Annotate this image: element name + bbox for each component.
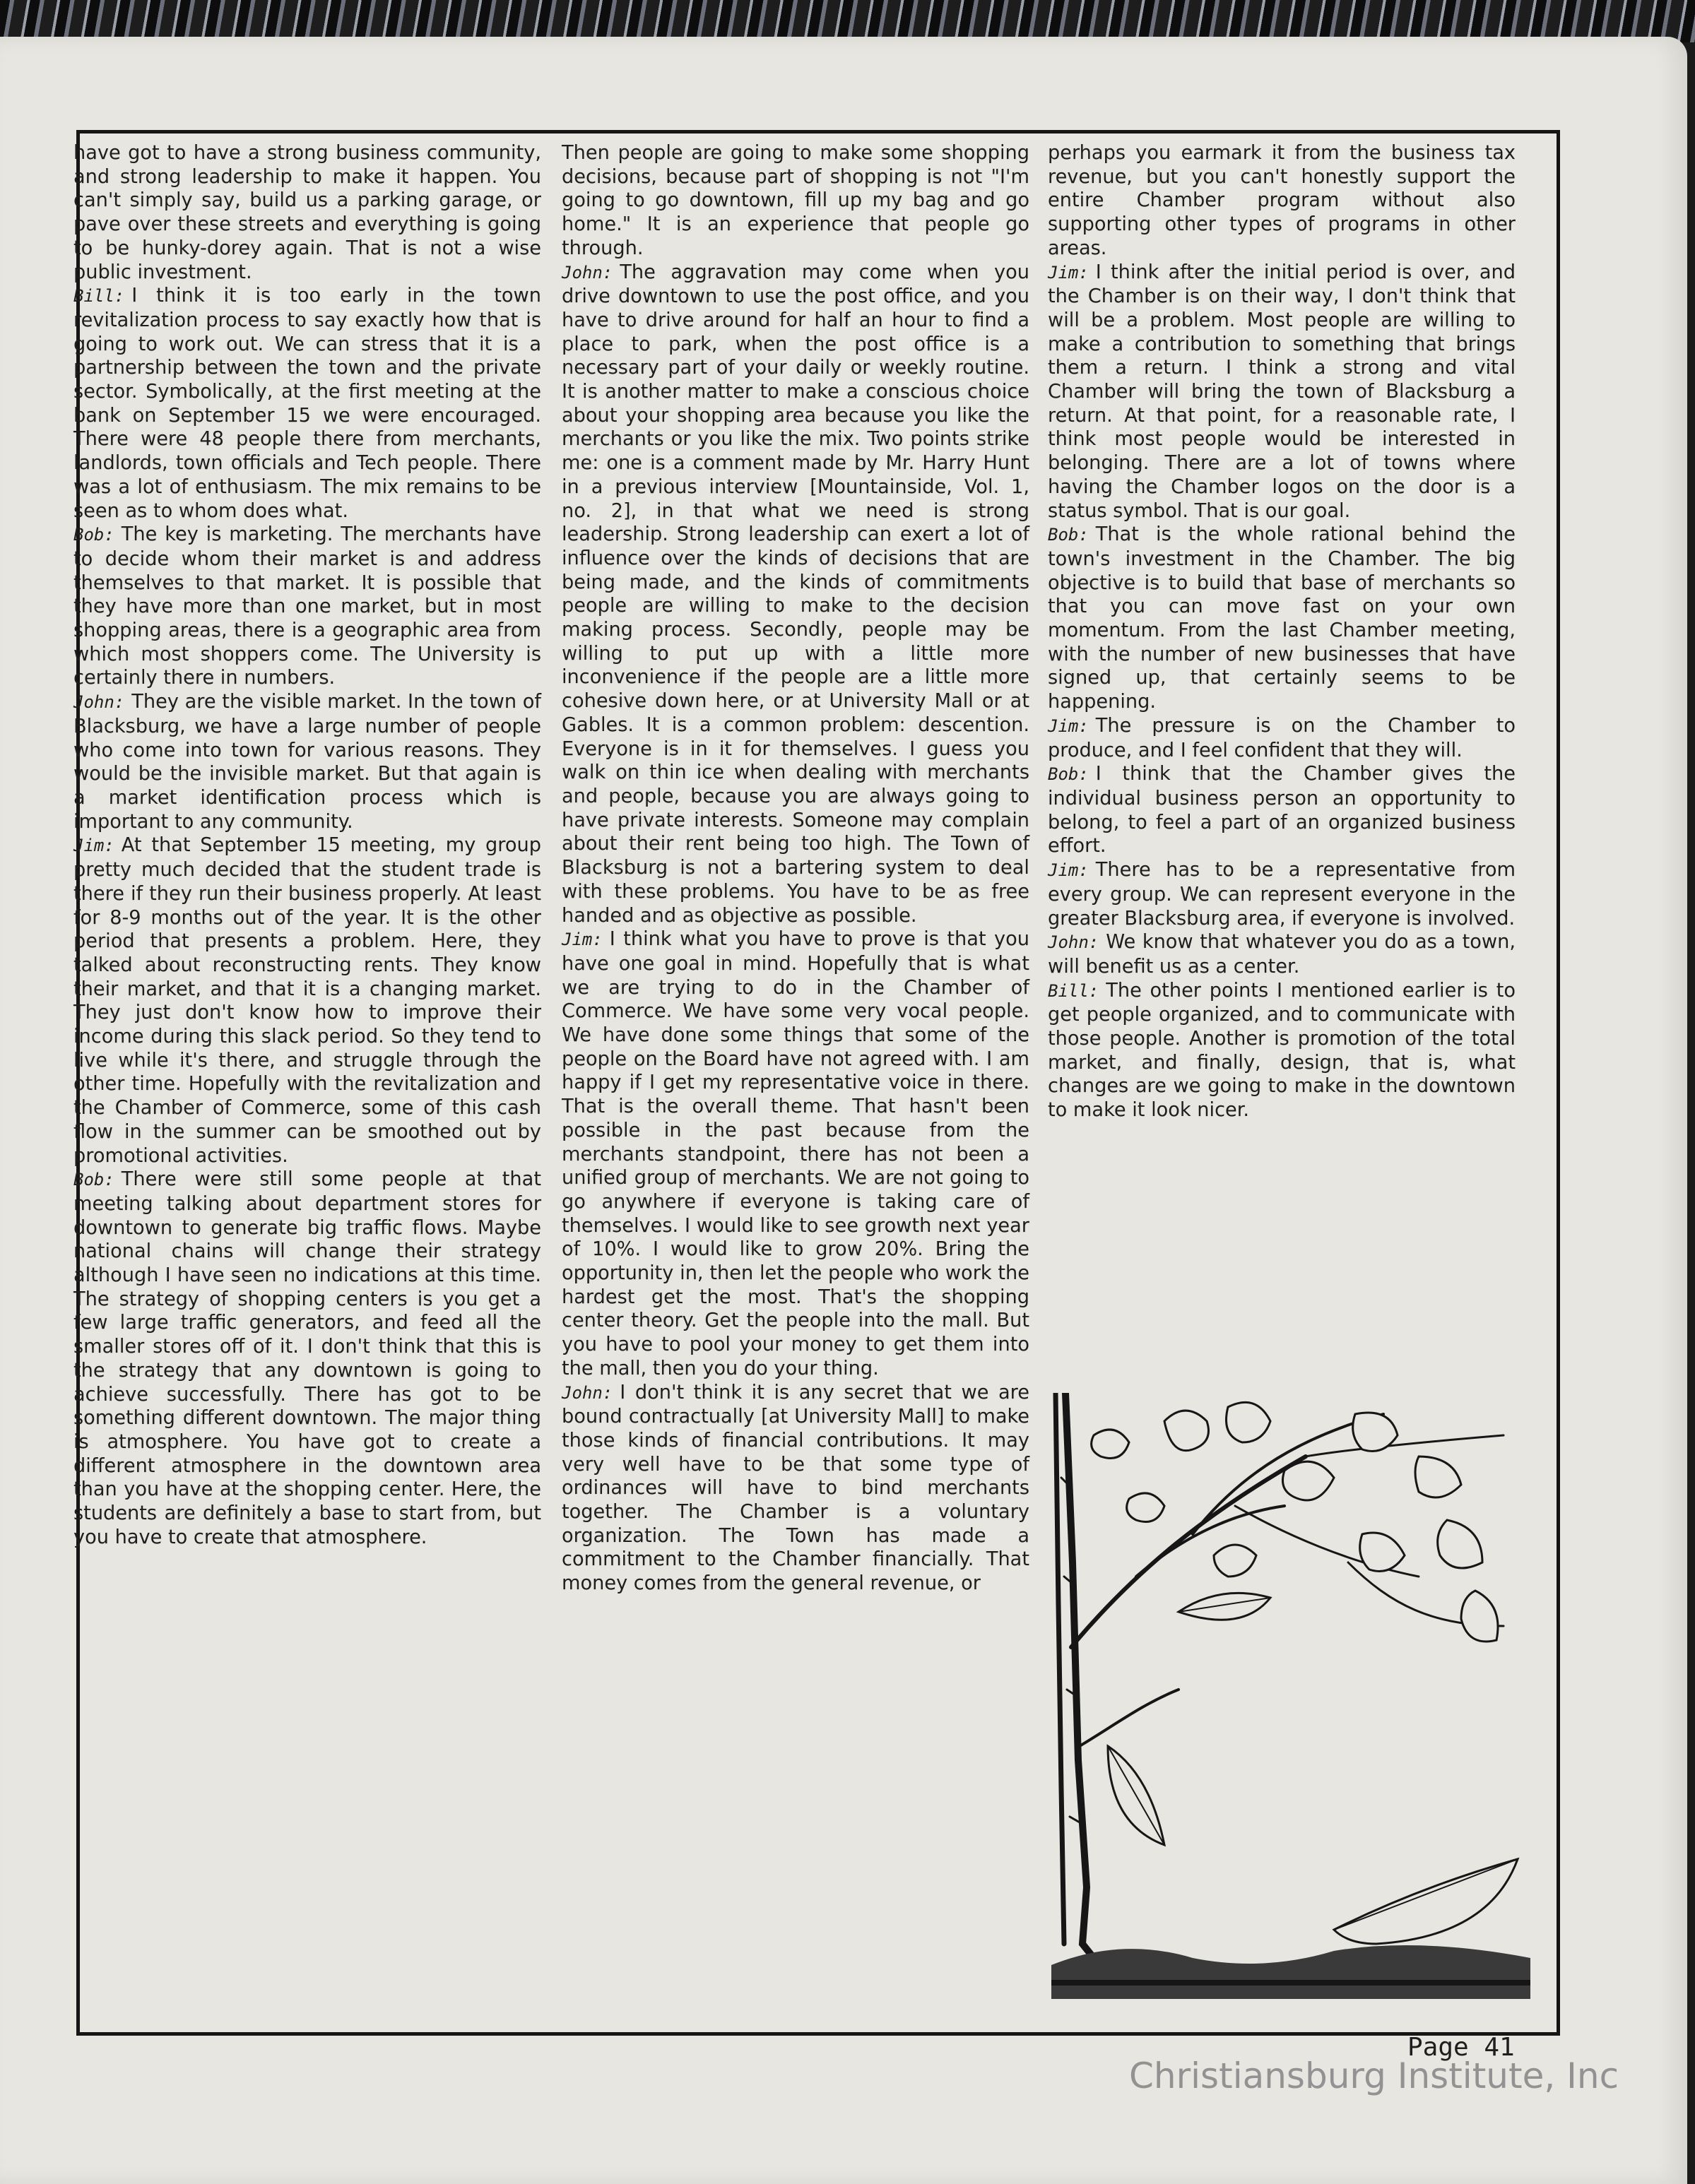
interview-paragraph xyxy=(73,523,541,690)
speaker-label: Jim: xyxy=(73,836,114,856)
speaker-label: John: xyxy=(1048,932,1099,953)
text-column-2 xyxy=(562,141,1029,1596)
speaker-label: John: xyxy=(562,1382,613,1403)
archive-watermark: Christiansburg Institute, Inc xyxy=(1129,2055,1619,2096)
paragraph-text: There were still some people at that meeting talking about department stores for downtown to generate big traffic flows. Maybe national chains will change their strategy although I have seen no indications at this time. The strategy of shopping centers is you get a few large traffic generators, and feed all the smaller stores off of it. I don't think that this is the strategy that any downtown is going to achieve successfully. There has got to be something different downtown. The major thing is atmosphere. You have got to create a different atmosphere in the downtown area than you have at the shopping center. Here, the students are definitely a base to start from, but you have to create that atmosphere. xyxy=(73,1168,541,1548)
interview-paragraph xyxy=(1048,261,1516,523)
interview-paragraph xyxy=(73,141,541,284)
speaker-label: Jim: xyxy=(1048,262,1089,283)
interview-paragraph xyxy=(1048,762,1516,858)
paragraph-text: I think that the Chamber gives the individual business person an opportunity to belong, to feel a part of an organized business effort. xyxy=(1048,763,1516,857)
text-column-1 xyxy=(73,141,541,1549)
paragraph-text: There has to be a representative from every group. We can represent everyone in the greater Blacksburg area, if everyone is involved. xyxy=(1048,859,1516,930)
interview-paragraph xyxy=(562,927,1029,1380)
speaker-label: Bob: xyxy=(1048,764,1089,785)
interview-paragraph xyxy=(1048,858,1516,930)
interview-paragraph xyxy=(73,833,541,1168)
paragraph-text: We know that whatever you do as a town, will benefit us as a center. xyxy=(1048,931,1516,978)
speaker-label: Bob: xyxy=(73,1170,114,1190)
interview-paragraph xyxy=(562,261,1029,928)
paragraph-text: That is the whole rational behind the town's investment in the Chamber. The big objective is to build that base of merchants so that you can move fast on your own momentum. From the last Chamber meeting, with the number of new businesses that have signed up, that certainly seems to be happening. xyxy=(1048,523,1516,713)
interview-paragraph xyxy=(73,284,541,523)
paragraph-text: perhaps you earmark it from the business tax revenue, but you can't honestly support the entire Chamber program without also supporting other types of programs in other areas. xyxy=(1048,142,1516,259)
speaker-label: John: xyxy=(73,692,125,713)
speaker-label: John: xyxy=(562,262,613,283)
paragraph-text: have got to have a strong business community, and strong leadership to make it happen. You can't simply say, build us a parking garage, or pave over these streets and everything is going to be hunky-dorey again. That is not a wise public investment. xyxy=(73,142,541,283)
interview-paragraph xyxy=(1048,930,1516,978)
speaker-label: Bill: xyxy=(1048,980,1099,1001)
interview-paragraph xyxy=(562,141,1029,261)
paragraph-text: Then people are going to make some shopping decisions, because part of shopping is not "I'm going to go downtown, fill up my bag and go home." It is an experience that people go through. xyxy=(562,142,1029,259)
interview-paragraph xyxy=(1048,141,1516,261)
speaker-label: Jim: xyxy=(1048,860,1089,881)
interview-paragraph xyxy=(1048,523,1516,714)
paragraph-text: At that September 15 meeting, my group pretty much decided that the student trade is there if they run their business properly. At least for 8-9 months out of the year. It is the other period that presents a problem. Here, they talked about reconstructing rents. They know their market, and that it is a changing market. They just don't know how to improve their income during this slack period. So they tend to live while it's there, and struggle through the other time. Hopefully with the revitalization and the Chamber of Commerce, some of this cash flow in the summer can be smoothed out by promotional activities. xyxy=(73,834,541,1167)
paragraph-text: I think after the initial period is over, and the Chamber is on their way, I don't think that will be a problem. Most people are willing to make a contribution to something that brings them a return. I think a strong and vital Chamber will bring the town of Blacksburg a return. At that point, for a reasonable rate, I think most people would be interested in belonging. There are a lot of towns where having the Chamber logos on the door is a status symbol. That is our goal. xyxy=(1048,261,1516,522)
interview-paragraph xyxy=(73,1168,541,1549)
speaker-label: Jim: xyxy=(562,930,603,950)
speaker-label: Bill: xyxy=(73,286,125,307)
paragraph-text: The other points I mentioned earlier is to get people organized, and to communicate with those people. Another is promotion of the total market, and finally, design, that is, what changes are we going to make in the downtown to make it look nicer. xyxy=(1048,979,1516,1122)
paragraph-text: I think what you have to prove is that you have one goal in mind. Hopefully that is what we are trying to do in the Chamber of Commerce. We have some very vocal people. We have done some things that some of the people on the Board have not agreed with. I am happy if I get my representative voice in there. That is the overall theme. That hasn't been possible in the past because from the merchants standpoint, there has not been a unified group of merchants. We are not going to go anywhere if everyone is taking care of themselves. I would like to see growth next year of 10%. I would like to grow 20%. Bring the opportunity in, then let the people who work the hardest get the most. That's the shopping center theory. Get the people into the mall. But you have to pool your money to get them into the mall, then you do your thing. xyxy=(562,928,1029,1379)
speaker-label: Jim: xyxy=(1048,716,1089,736)
interview-paragraph xyxy=(73,690,541,833)
paragraph-text: The key is marketing. The merchants have to decide whom their market is and address themselves to that market. It is possible that they have more than one market, but in most shopping areas, there is a geographic area from which most shoppers come. The University is certainly there in numbers. xyxy=(73,523,541,689)
text-column-3 xyxy=(1048,141,1516,1122)
paragraph-text: I don't think it is any secret that we are bound contractually [at University Mall] to make those kinds of financial contributions. It may very well have to be that some type of ordinances will have to bind merchants together. The Chamber is a voluntary organization. The Town has made a commitment to the Chamber financially. That money comes from the general revenue, or xyxy=(562,1381,1029,1595)
autumn-tree-illustration xyxy=(1051,1393,1530,1999)
top-edge-photo-strip xyxy=(0,0,1695,42)
speaker-label: Bob: xyxy=(1048,525,1089,545)
paragraph-text: The aggravation may come when you drive downtown to use the post office, and you have to drive around for half an hour to find a place to park, when the post office is a necessary part of your daily or weekly routine. It is another matter to make a conscious choice about your shopping area because you like the merchants or you like the mix. Two points strike me: one is a comment made by Mr. Harry Hunt in a previous interview [Mountainside, Vol. 1, no. 2], in that what we need is strong leadership. Strong leadership can exert a lot of influence over the kinds of decisions that are being made, and the kinds of commitments people are willing to make to the decision making process. Secondly, people may be willing to put up with a little more inconvenience if the people are a little more cohesive down here, or at University Mall or at Gables. It is a common problem: descention. Everyone is in it for themselves. I guess you walk on thin ice when dealing with merchants and people, because you are always going to have private interests. Someone may complain about their rent being too high. The Town of Blacksburg is not a bartering system to deal with these problems. You have to be as free handed and as objective as possible. xyxy=(562,261,1029,927)
interview-paragraph xyxy=(1048,714,1516,762)
interview-paragraph xyxy=(562,1381,1029,1596)
paragraph-text: I think it is too early in the town revitalization process to say exactly how that is going to work out. We can stress that it is a partnership between the town and the private sector. Symbolically, at the first meeting at the bank on September 15 we were encouraged. There were 48 people there from merchants, landlords, town officials and Tech people. There was a lot of enthusiasm. The mix remains to be seen as to whom does what. xyxy=(73,285,541,522)
paragraph-text: They are the visible market. In the town of Blacksburg, we have a large number of people who come into town for various reasons. They would be the invisible market. But that again is a market identification process which is important to any community. xyxy=(73,691,541,833)
page-number: Page 41 xyxy=(1407,2033,1515,2062)
paragraph-text: The pressure is on the Chamber to produce, and I feel confident that they will. xyxy=(1048,714,1516,761)
speaker-label: Bob: xyxy=(73,525,114,545)
interview-paragraph xyxy=(1048,979,1516,1122)
